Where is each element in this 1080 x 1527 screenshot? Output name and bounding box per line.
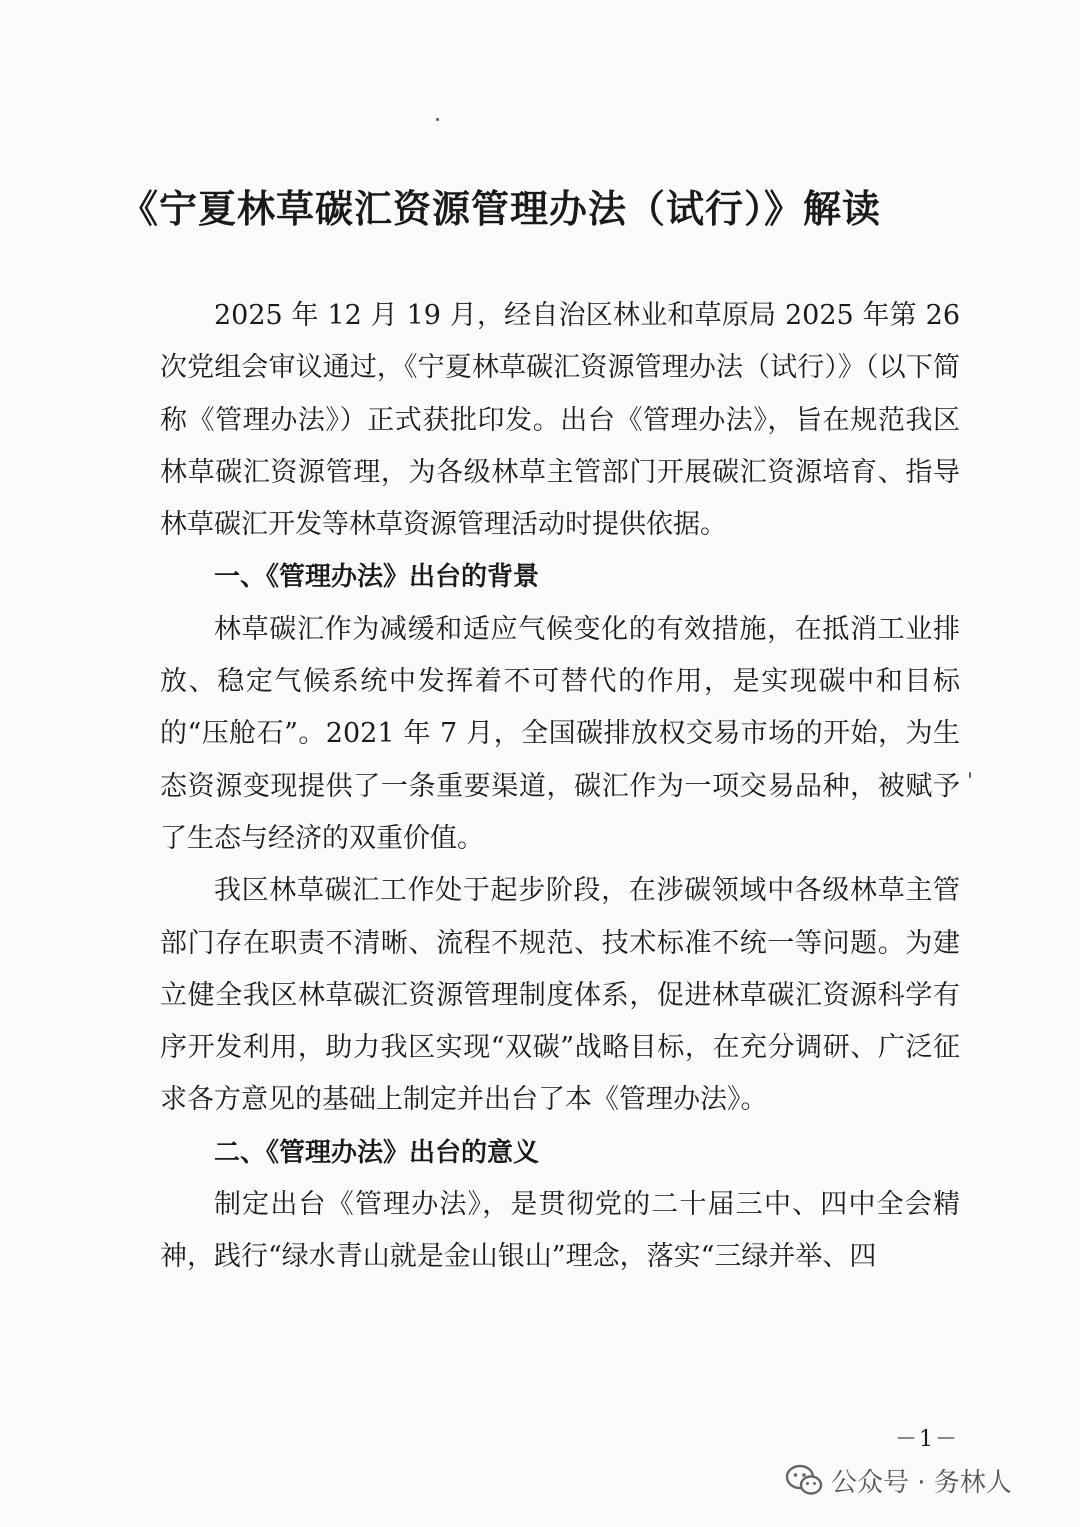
- paragraph-intro: 2025 年 12 月 19 月，经自治区林业和草原局 2025 年第 26 次党组会审议通过，《宁夏林草碳汇资源管理办法（试行）》（以下简称《管理办法》）正式获批印发。出台《管理办法》，旨在规范我区林草碳汇资源管理，为各级林草主管部门开展碳汇资源培育、指导林草碳汇开发等林草资源管理活动时提供依据。: [160, 300, 960, 541]
- page-number: －1－: [895, 1427, 959, 1452]
- document-title: 《宁夏林草碳汇资源管理办法（试行）》解读: [120, 186, 882, 231]
- paragraph-background-2: 我区林草碳汇工作处于起步阶段，在涉碳领域中各级林草主管部门存在职责不清晰、流程不规范、技术标准不统一等问题。为建立健全我区林草碳汇资源管理制度体系，促进林草碳汇资源科学有序开发利用，助力我区实现“双碳”战略目标，在充分调研、广泛征求各方意见的基础上制定并出台了本《管理办法》。: [160, 875, 960, 1116]
- paragraph-background-1: 林草碳汇作为减缓和适应气候变化的有效措施，在抵消工业排放、稳定气候系统中发挥着不可替代的作用，是实现碳中和目标的“压舱石”。2021 年 7 月，全国碳排放权交易市场的开始，为生态资源变现提供了一条重要渠道，碳汇作为一项交易品种，被赋予了生态与经济的双重价值。: [160, 613, 960, 854]
- section-heading-background: 一、《管理办法》出台的背景: [214, 562, 540, 593]
- wechat-icon: [785, 1463, 823, 1497]
- scan-speck: [969, 772, 971, 778]
- scan-speck: [436, 118, 439, 121]
- section-heading-significance: 二、《管理办法》出台的意义: [214, 1137, 540, 1168]
- document-body: [160, 290, 960, 1284]
- paragraph-significance-1: 制定出台《管理办法》，是贯彻党的二十届三中、四中全会精神，践行“绿水青山就是金山银山”理念，落实“三绿并举、四: [160, 1189, 960, 1273]
- watermark-text: 公众号 · 务林人: [831, 1467, 1012, 1498]
- wechat-watermark: [785, 1452, 1012, 1508]
